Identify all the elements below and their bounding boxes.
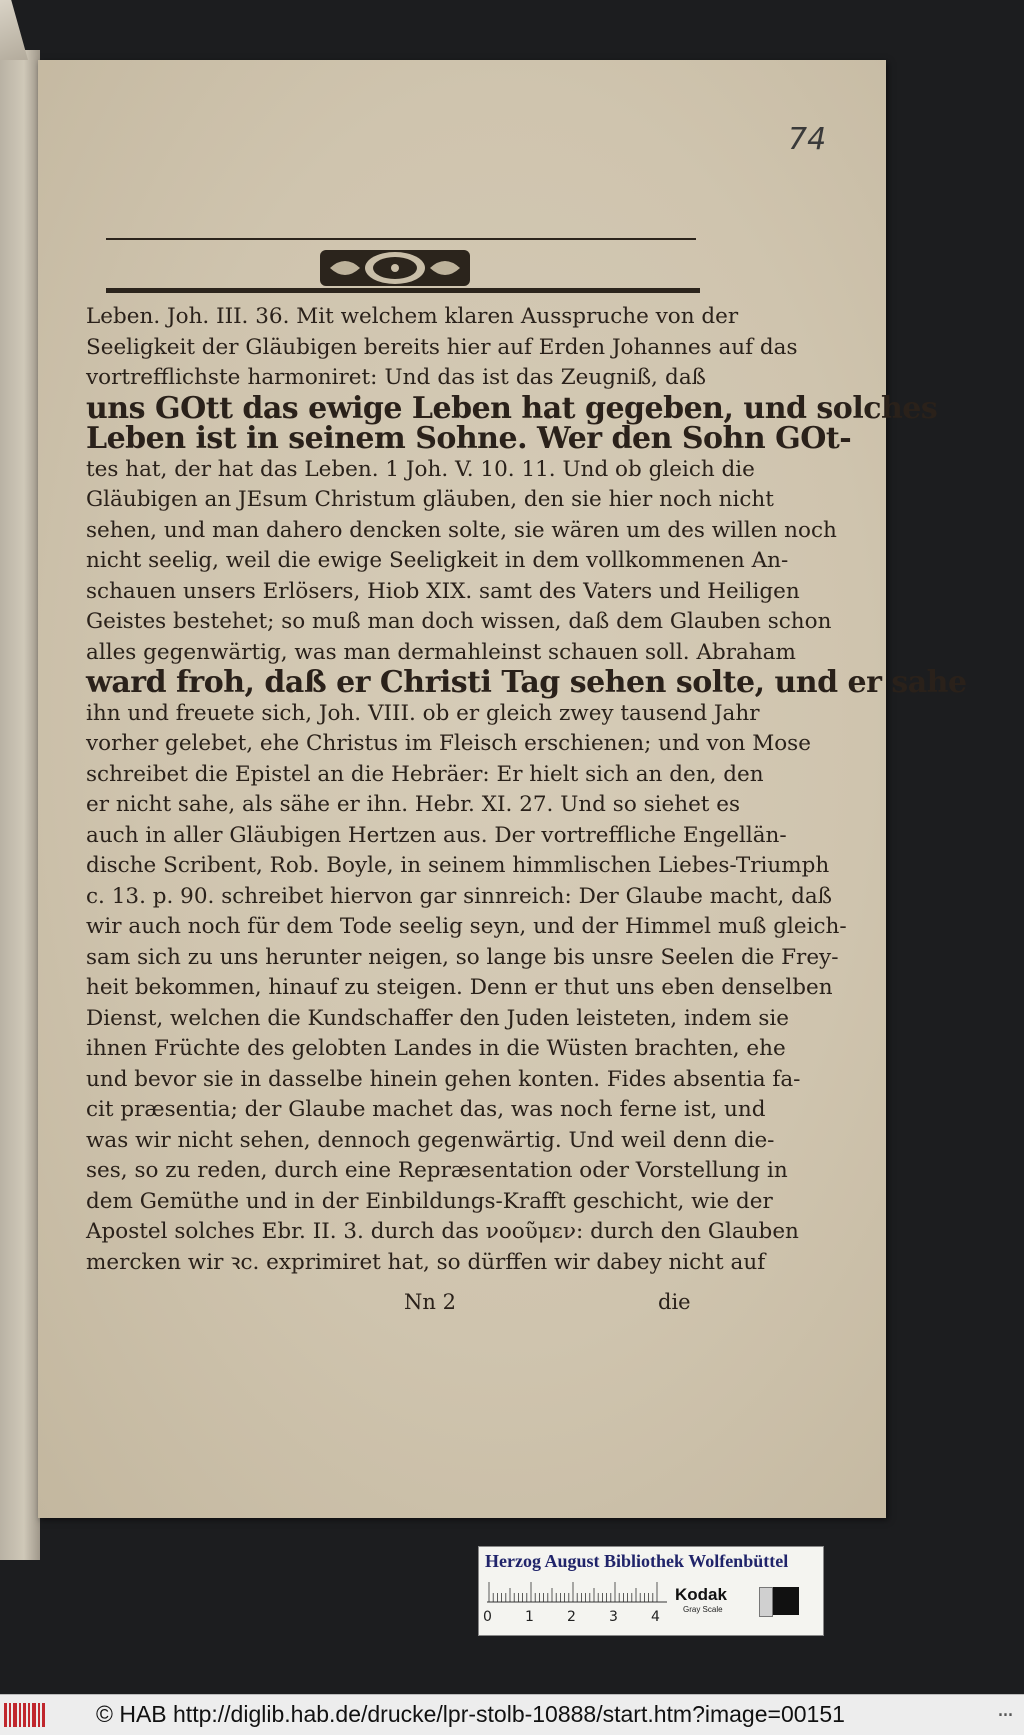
left-page-corner [0,0,28,60]
text-line: Leben. Joh. III. 36. Mit welchem klaren Ausspruche von der [86,304,739,329]
more-menu-icon[interactable]: ... [997,1697,1012,1722]
left-page-edge [0,50,40,1560]
page-number: 74 [788,122,827,157]
header-thick-rule [106,288,700,293]
text-line: schreibet die Epistel an die Hebräer: Er hielt sich an den, den [86,761,764,787]
text-line: Dienst, welchen die Kundschaffer den Juden leisteten, indem sie [86,1005,790,1031]
text-line: ses, so zu reden, durch eine Repræsentation oder Vorstellung in [86,1158,788,1183]
gray-patch-dark [773,1587,799,1615]
text-line: heit bekommen, hinauf zu steigen. Denn er thut uns eben denselben [86,975,833,1000]
ornament-headpiece [320,244,470,290]
ruler-number: 3 [609,1609,618,1625]
text-line: vorher gelebet, ehe Christus im Fleisch erschienen; und von Mose [86,731,811,756]
ruler-number: 1 [525,1609,534,1625]
ruler-number: 0 [483,1609,492,1625]
text-line: Apostel solches Ebr. II. 3. durch das νοοῦμεν: durch den Glauben [86,1219,799,1244]
text-line: cit præsentia; der Glaube machet das, was noch ferne ist, und [86,1097,766,1122]
text-line: dische Scribent, Rob. Boyle, in seinem himmlischen Liebes-Triumph [86,853,830,878]
text-line: Leben ist in seinem Sohne. Wer den Sohn GOt- [86,421,852,456]
ruler-number: 2 [567,1609,576,1625]
catchword: die [658,1290,691,1314]
kodak-logo: Kodak [675,1585,727,1604]
text-line: alles gegenwärtig, was man dermahleinst schauen soll. Abraham [86,639,796,665]
text-line: und bevor sie in dasselbe hinein gehen konten. Fides absentia fa- [86,1066,801,1092]
text-line: Geistes bestehet; so muß man doch wissen, daß dem Glauben schon [86,609,832,634]
text-line: ward froh, daß er Christi Tag sehen solte, und er sahe [86,665,967,700]
barcode-logo-icon [4,1701,48,1729]
footer-bar [0,1694,1024,1735]
text-line: schauen unsers Erlösers, Hiob XIX. samt des Vaters und Heiligen [86,578,800,604]
text-line: ihnen Früchte des gelobten Landes in die Wüsten brachten, ehe [86,1036,786,1061]
text-line: nicht seelig, weil die ewige Seeligkeit in dem vollkommenen An- [86,548,789,573]
text-line: c. 13. p. 90. schreibet hiervon gar sinnreich: Der Glaube macht, daß [86,883,833,909]
text-line: sam sich zu uns herunter neigen, so lange bis unsre Seelen die Frey- [86,944,839,970]
text-line: ihn und freuete sich, Joh. VIII. ob er gleich zwey tausend Jahr [86,700,760,726]
text-line: uns GOtt das ewige Leben hat gegeben, und solches [86,390,938,426]
signature-mark: Nn 2 [404,1290,456,1314]
body-text [86,302,967,1278]
text-line: vortrefflichste harmoniret: Und das ist das Zeugniß, daß [86,365,706,390]
gray-scale-label: Gray Scale [683,1605,723,1614]
text-line: was wir nicht sehen, dennoch gegenwärtig. Und weil denn die- [86,1127,775,1153]
gray-patch-light [759,1587,773,1617]
text-line: auch in aller Gläubigen Hertzen aus. Der vortreffliche Engellän- [86,822,787,848]
library-name: Herzog August Bibliothek Wolfenbüttel [485,1551,789,1571]
header-rule [106,238,696,240]
text-line: wir auch noch für dem Tode seelig seyn, und der Himmel muß gleich- [86,914,847,939]
text-line: sehen, und man dahero dencken solte, sie wären um des willen noch [86,517,837,543]
text-line: Seeligkeit der Gläubigen bereits hier auf Erden Johannes auf das [86,334,798,360]
text-line: mercken wir ꝛc. exprimiret hat, so dürffen wir dabey nicht auf [86,1249,766,1275]
text-line: tes hat, der hat das Leben. 1 Joh. V. 10. 11. Und ob gleich die [86,456,755,482]
text-line: er nicht sahe, als sähe er ihn. Hebr. XI. 27. Und so siehet es [86,792,741,817]
ruler-scale [487,1581,667,1603]
ruler-number: 4 [651,1609,660,1625]
text-line: Gläubigen an JEsum Christum gläuben, den sie hier noch nicht [86,487,774,512]
text-line: dem Gemüthe und in der Einbildungs-Krafft geschicht, wie der [86,1188,773,1214]
color-calibration-card [478,1546,824,1636]
copyright-link[interactable]: © HAB http://diglib.hab.de/drucke/lpr-stolb-10888/start.htm?image=00151 [96,1701,845,1727]
